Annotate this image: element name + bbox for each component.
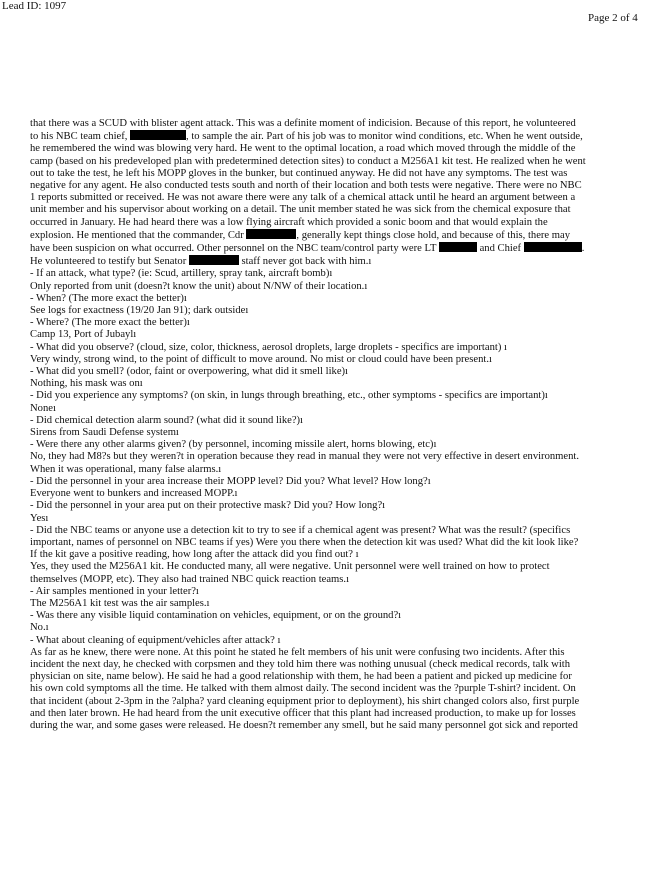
lead-id: Lead ID: 1097 <box>2 0 67 12</box>
answer: Everyone went to bunkers and increased MOPP.ı <box>30 488 238 500</box>
answer: See logs for exactness (19/20 Jan 91); dark outsideı <box>30 305 249 317</box>
intro-text-4: and Chief <box>476 243 522 255</box>
question: - What did you smell? (odor, faint or overpowering, what did it smell like)ı <box>30 366 349 378</box>
question: - What did you observe? (cloud, size, color, thickness, aerosol droplets, large droplets - specifics are important) ı <box>30 341 507 353</box>
answer: Yes, they used the M256A1 kit. He conducted many, all were negative. Unit personnel were well trained on how to protect themselves (MOPP, etc). They also had trained NBC quick reaction teams.ı <box>30 561 550 585</box>
answer: Nothing, his mask was onı <box>30 378 143 390</box>
intro-text-6: staff never got back with him.ı <box>238 256 372 268</box>
redaction-block <box>189 255 239 265</box>
question: - Did the NBC teams or anyone use a detection kit to try to see if a chemical agent was present? What was the result? (specifics important, names of personnel on NBC teams if yes) Were you there when the detection kit was used? What did the kit look like? If the kit gave a positive reading, how long after the attack did you find out? ı <box>30 524 579 561</box>
answer: No.ı <box>30 622 49 634</box>
answer: Noneı <box>30 402 56 414</box>
intro-text-1: that there was a SCUD with blister agent attack. This was a definite moment of indicision. Because of this report, he volunteered to his NBC team chief, <box>30 118 576 143</box>
answer: Camp 13, Port of Jubaylı <box>30 329 137 341</box>
redaction-block <box>439 242 477 252</box>
intro-text-2: , to sample the air. Part of his job was to monitor wind conditions, etc. When he went outside, he remembered the wind was blowing very hard. He went to the optimal location, a road which moved through the middle of the camp (based on his predeveloped plan with predetermined detection sites) to conduct a M256A1 kit test. He realized when he went out to take the test, he left his MOPP gloves in the bunker, but continued anyway. He did not have any symptoms. The test was negative for any agent. He also conducted tests south and north of their location and both tests were negative. There were no NBC 1 reports submitted or received. He was not aware there were any talk of a chemical attack until he heard an argument between a unit member and his supervisor about working on a detail. The unit member stated he was sick from the chemical exposure that occurred in January. He had heard there was a low flying aircraft which provided a sonic boom and that would explain the explosion. He mentioned that the commander, Cdr <box>30 131 586 241</box>
question: - Did you experience any symptoms? (on skin, in lungs through breathing, etc., other symptoms - specifics are important)ı <box>30 390 548 402</box>
question: - When? (The more exact the better)ı <box>30 292 187 304</box>
question: - What about cleaning of equipment/vehicles after attack? ı <box>30 634 281 646</box>
question: - Where? (The more exact the better)ı <box>30 317 190 329</box>
answer: No, they had M8?s but they weren?t in operation because they read in manual they were not very effective in desert environment. When it was operational, many false alarms.ı <box>30 451 580 475</box>
question: - Was there any visible liquid contamination on vehicles, equipment, or on the ground?ı <box>30 610 402 622</box>
question: - Did the personnel in your area put on their protective mask? Did you? How long?ı <box>30 500 386 512</box>
answer: Only reported from unit (doesn?t know the unit) about N/NW of their location.ı <box>30 280 368 292</box>
redaction-block <box>246 229 296 239</box>
answer: Yesı <box>30 512 49 524</box>
redaction-block <box>130 130 186 140</box>
intro-text-3: , generally kept things close hold, and because of this, there may have been suspicion on what occurred. Other personnel on the NBC team/control party were LT <box>30 229 571 255</box>
question: - Were there any other alarms given? (by personnel, incoming missile alert, horns blowing, etc)ı <box>30 439 437 451</box>
answer: The M256A1 kit test was the air samples.ı <box>30 597 210 609</box>
answer: As far as he knew, there were none. At this point he stated he felt members of his unit were confusing two incidents. After this incident the next day, he checked with corpsmen and they told him there was nothing unusual (check medical records, talk with physician on site, name below). He said he had a good relationship with them, he had been a patient and picked up medicine for his own cold symptoms all the time. He talked with them almost daily. The second incident was the ?purple T-shirt? incident. On that incident (about 2-3pm in the ?alpha? yard cleaning equipment prior to deployment), his shirt changed colors also, first purple and then later brown. He had heard from the unit executive officer that this plant had increased production, to make up for losses during the war, and some gases were released. He doesn?t remember any smell, but he said many personnel got sick and reported <box>30 646 580 731</box>
question: - Did the personnel in your area increase their MOPP level? Did you? What level? How long?ı <box>30 475 431 487</box>
document-body <box>30 118 586 732</box>
redaction-block <box>524 242 582 252</box>
question: - Air samples mentioned in your letter?ı <box>30 585 199 597</box>
question: - Did chemical detection alarm sound? (what did it sound like?)ı <box>30 414 304 426</box>
intro-paragraph <box>30 118 586 268</box>
answer: Very windy, strong wind, to the point of difficult to move around. No mist or cloud could have been present.ı <box>30 353 492 365</box>
question: - If an attack, what type? (ie: Scud, artillery, spray tank, aircraft bomb)ı <box>30 268 333 280</box>
page-number: Page 2 of 4 <box>588 12 638 24</box>
answer: Sirens from Saudi Defense systemı <box>30 427 179 439</box>
intro-text-5: . He volunteered to testify but Senator <box>30 243 585 268</box>
